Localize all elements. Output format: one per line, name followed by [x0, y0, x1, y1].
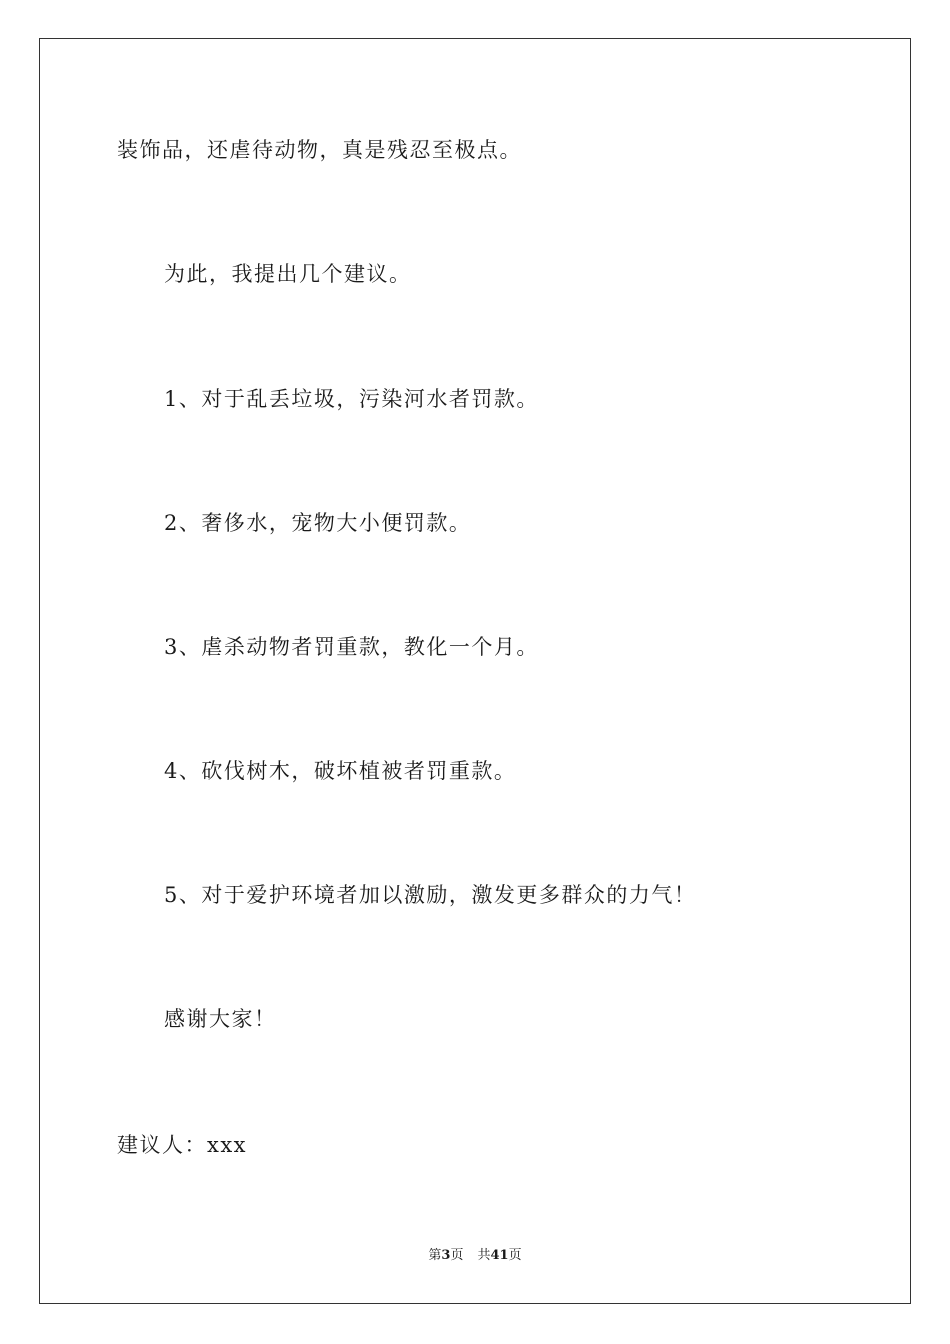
- suggestion-item-5: 5、对于爱护环境者加以激励，激发更多群众的力气！: [164, 883, 697, 907]
- page-border: [39, 38, 911, 1304]
- suggestion-item-4: 4、砍伐树木，破坏植被者罚重款。: [164, 759, 517, 783]
- paragraph-intro-suggestions: 为此，我提出几个建议。: [164, 262, 412, 286]
- total-pages: 41: [490, 1248, 509, 1263]
- page-suffix: 页: [450, 1248, 464, 1263]
- suggestion-item-3: 3、虐杀动物者罚重款，教化一个月。: [164, 635, 539, 659]
- total-prefix: 共: [477, 1248, 491, 1263]
- total-suffix: 页: [508, 1248, 522, 1263]
- signature-line: 建议人：xxx: [117, 1133, 248, 1157]
- paragraph-continuation: 装饰品，还虐待动物，真是残忍至极点。: [117, 138, 522, 162]
- page-prefix: 第: [428, 1248, 442, 1263]
- closing-thanks: 感谢大家！: [164, 1007, 277, 1031]
- suggestion-item-2: 2、奢侈水，宠物大小便罚款。: [164, 511, 472, 535]
- page-footer: [0, 1247, 950, 1265]
- page-number: 3: [441, 1248, 451, 1263]
- suggestion-item-1: 1、对于乱丢垃圾，污染河水者罚款。: [164, 387, 539, 411]
